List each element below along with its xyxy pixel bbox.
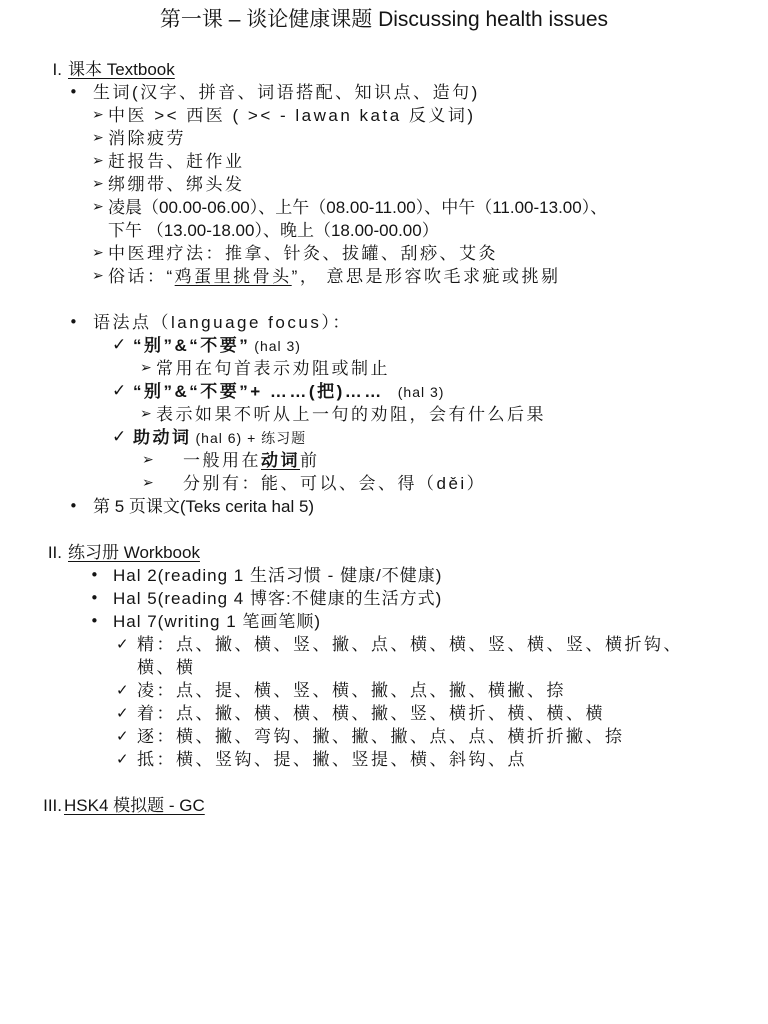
arrow-icon: ➢ <box>142 452 154 468</box>
workbook-item-text: Hal 2(reading 1 生活习惯 - 健康/不健康) <box>113 566 443 585</box>
stroke-order-item <box>0 725 768 748</box>
check-icon: ✓ <box>116 635 129 653</box>
check-icon: ✓ <box>112 335 127 355</box>
proverb-phrase: 鸡蛋里挑骨头 <box>174 267 292 286</box>
grammar-point-title: “别”&“不要”+ ……(把)…… <box>133 382 384 401</box>
arrow-icon: ➢ <box>92 245 104 261</box>
blank-line <box>0 288 768 311</box>
grammar-point-text <box>133 334 301 358</box>
grammar-usage <box>0 357 768 380</box>
grammar-usage-text <box>183 449 320 472</box>
grammar-usage <box>0 472 768 495</box>
modal-verb-list: 分别有：能、可以、会、得（děi） <box>183 474 487 493</box>
workbook-item-text: Hal 5(reading 4 博客:不健康的生活方式) <box>113 589 443 608</box>
grammar-usage <box>0 449 768 472</box>
page-reference: (hal 3) <box>254 338 301 354</box>
reading-text: 第 5 页课文(Teks cerita hal 5) <box>93 497 315 516</box>
vocabulary-item <box>0 265 768 288</box>
section-numeral: I. <box>52 60 62 79</box>
arrow-icon: ➢ <box>92 130 104 146</box>
vocabulary-item <box>0 104 768 127</box>
section-title: HSK4 模拟题 - GC <box>64 796 205 815</box>
usage-before: 一般用在 <box>183 451 261 470</box>
arrow-icon: ➢ <box>92 199 104 215</box>
vocabulary-item <box>0 242 768 265</box>
time-periods-continuation: 下午 （13.00-18.00）、晚上（18.00-00.00） <box>108 221 439 240</box>
check-icon: ✓ <box>116 750 129 768</box>
section-textbook-heading <box>0 58 768 81</box>
vocabulary-label: 生词(汉字、拼音、词语搭配、知识点、造句) <box>93 83 480 102</box>
grammar-point-text <box>133 380 444 404</box>
section-numeral: II. <box>47 543 62 562</box>
vocabulary-item <box>0 173 768 196</box>
stroke-order-continuation <box>0 656 768 679</box>
blank-line <box>0 771 768 794</box>
section-numeral: III. <box>43 796 62 815</box>
arrow-icon: ➢ <box>92 153 104 169</box>
section-mock-exam-heading <box>0 794 768 817</box>
vocabulary-item <box>0 196 768 219</box>
vocabulary-item-text: 赶报告、赶作业 <box>108 152 245 171</box>
grammar-point-title: “别”&“不要” <box>133 336 251 355</box>
blank-line <box>0 518 768 541</box>
stroke-order-continuation-text: 横、横 <box>137 658 196 677</box>
arrow-icon: ➢ <box>142 475 154 491</box>
stroke-order-item <box>0 679 768 702</box>
vocabulary-bullet <box>0 81 768 104</box>
check-icon: ✓ <box>116 681 129 699</box>
grammar-point <box>0 426 768 449</box>
page-reference: (hal 3) <box>397 384 445 400</box>
bullet-icon: • <box>69 313 78 331</box>
grammar-bullet <box>0 311 768 334</box>
stroke-order-text: 逐：横、撇、弯钩、撇、撇、撇、点、点、横折折撇、捺 <box>137 727 625 746</box>
stroke-order-text: 着：点、撇、横、横、横、撇、竖、横折、横、横、横 <box>137 704 605 723</box>
arrow-icon: ➢ <box>140 406 152 422</box>
check-icon: ✓ <box>116 704 129 722</box>
grammar-usage <box>0 403 768 426</box>
check-icon: ✓ <box>112 427 127 447</box>
grammar-label: 语法点（language focus）： <box>93 313 352 332</box>
vocabulary-item <box>0 150 768 173</box>
grammar-usage-text: 常用在句首表示劝阻或制止 <box>156 359 390 378</box>
section-title: 练习册 Workbook <box>68 543 200 562</box>
proverb-meaning: ”， 意思是形容吹毛求疵或挑剔 <box>291 267 561 286</box>
arrow-icon: ➢ <box>92 176 104 192</box>
vocabulary-item-continuation <box>0 219 768 242</box>
vocabulary-item <box>0 127 768 150</box>
workbook-item <box>0 587 768 610</box>
proverb-text <box>108 265 561 288</box>
grammar-usage-text: 表示如果不听从上一句的劝阻，会有什么后果 <box>156 405 546 424</box>
section-title: 课本 Textbook <box>68 60 175 79</box>
vocabulary-item-text: 消除疲劳 <box>108 129 186 148</box>
page-reference: (hal 6) + 练习题 <box>195 430 307 446</box>
grammar-point-text <box>133 426 306 450</box>
vocabulary-item-text: 中医 >< 西医 ( >< - lawan kata 反义词) <box>108 106 476 125</box>
stroke-order-item <box>0 702 768 725</box>
bullet-icon: • <box>90 612 99 630</box>
workbook-item-text: Hal 7(writing 1 笔画笔顺) <box>113 612 322 631</box>
check-icon: ✓ <box>112 381 127 401</box>
bullet-icon: • <box>90 566 99 584</box>
therapy-text: 中医理疗法：推拿、针灸、拔罐、刮痧、艾灸 <box>108 244 498 263</box>
arrow-icon: ➢ <box>140 360 152 376</box>
grammar-point <box>0 334 768 357</box>
stroke-order-item <box>0 748 768 771</box>
time-periods-text: 凌晨（00.00-06.00）、上午（08.00-11.00）、中午（11.00-13.00）、 <box>108 198 608 217</box>
stroke-order-text: 抵：横、竖钩、提、撇、竖提、横、斜钩、点 <box>137 750 527 769</box>
workbook-item <box>0 610 768 633</box>
bullet-icon: • <box>69 497 78 515</box>
proverb-prefix: 俗话：“ <box>108 267 175 286</box>
grammar-point-title: 助动词 <box>133 428 192 447</box>
check-icon: ✓ <box>116 727 129 745</box>
workbook-item <box>0 564 768 587</box>
stroke-order-item <box>0 633 768 656</box>
usage-after: 前 <box>300 451 320 470</box>
grammar-point <box>0 380 768 403</box>
arrow-icon: ➢ <box>92 107 104 123</box>
stroke-order-text: 凌：点、提、横、竖、横、撇、点、撇、横撇、捺 <box>137 681 566 700</box>
lesson-outline <box>0 58 768 817</box>
bullet-icon: • <box>69 83 78 101</box>
reading-bullet <box>0 495 768 518</box>
section-workbook-heading <box>0 541 768 564</box>
stroke-order-text: 精：点、撇、横、竖、撇、点、横、横、竖、横、竖、横折钩、 <box>137 635 683 654</box>
vocabulary-item-text: 绑绷带、绑头发 <box>108 175 245 194</box>
arrow-icon: ➢ <box>92 268 104 284</box>
page-title: 第一课 – 谈论健康课题 Discussing health issues <box>159 8 609 31</box>
usage-emphasis: 动词 <box>261 451 300 470</box>
bullet-icon: • <box>90 589 99 607</box>
